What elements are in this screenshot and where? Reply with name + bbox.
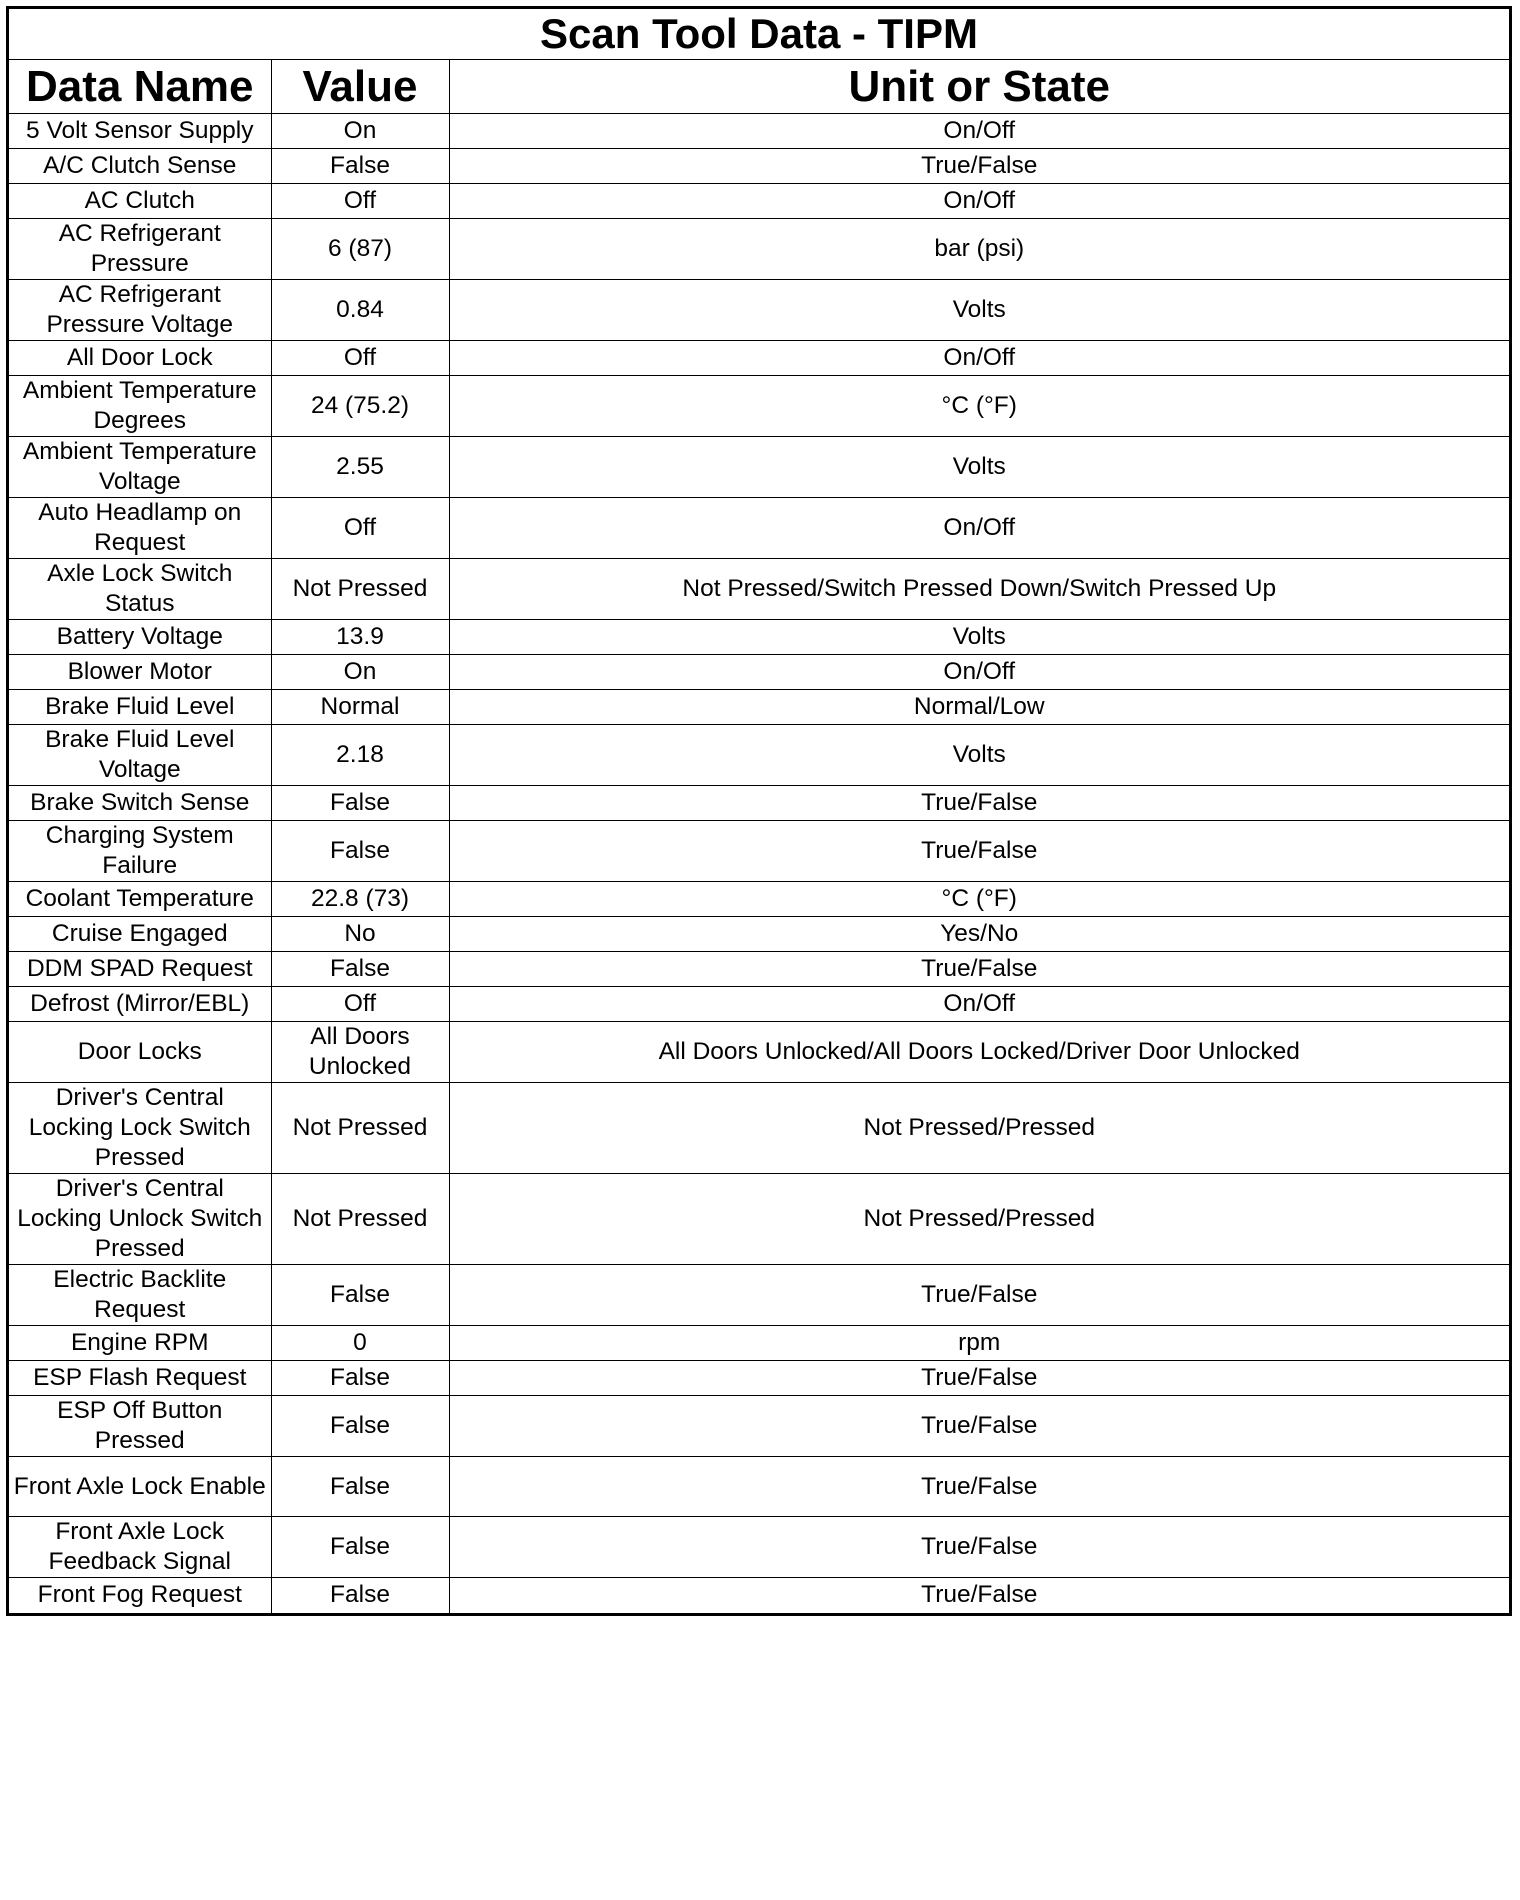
- header-row: [9, 60, 1509, 114]
- data-name-cell: Electric Backlite Request: [9, 1265, 271, 1326]
- table-row: [9, 1265, 1509, 1326]
- unit-or-state-cell: °C (°F): [449, 376, 1509, 437]
- value-cell: 2.55: [271, 437, 449, 498]
- table-row: [9, 280, 1509, 341]
- value-cell: 24 (75.2): [271, 376, 449, 437]
- header-unit-or-state: Unit or State: [449, 60, 1509, 114]
- data-name-cell: Driver's Central Locking Lock Switch Pressed: [9, 1083, 271, 1174]
- table-row: [9, 149, 1509, 184]
- table-row: [9, 219, 1509, 280]
- value-cell: False: [271, 1396, 449, 1457]
- data-name-cell: Auto Headlamp on Request: [9, 498, 271, 559]
- value-cell: False: [271, 1265, 449, 1326]
- data-name-cell: Defrost (Mirror/EBL): [9, 987, 271, 1022]
- value-cell: 0.84: [271, 280, 449, 341]
- unit-or-state-cell: True/False: [449, 1396, 1509, 1457]
- unit-or-state-cell: True/False: [449, 1361, 1509, 1396]
- data-name-cell: Brake Switch Sense: [9, 786, 271, 821]
- unit-or-state-cell: True/False: [449, 952, 1509, 987]
- data-name-cell: Engine RPM: [9, 1326, 271, 1361]
- value-cell: On: [271, 114, 449, 149]
- unit-or-state-cell: bar (psi): [449, 219, 1509, 280]
- data-name-cell: ESP Off Button Pressed: [9, 1396, 271, 1457]
- table-row: [9, 1326, 1509, 1361]
- table-row: [9, 1517, 1509, 1578]
- data-name-cell: Battery Voltage: [9, 620, 271, 655]
- data-name-cell: Driver's Central Locking Unlock Switch Pressed: [9, 1174, 271, 1265]
- data-name-cell: Charging System Failure: [9, 821, 271, 882]
- value-cell: On: [271, 655, 449, 690]
- table-row: [9, 559, 1509, 620]
- unit-or-state-cell: rpm: [449, 1326, 1509, 1361]
- data-name-cell: AC Refrigerant Pressure Voltage: [9, 280, 271, 341]
- data-name-cell: 5 Volt Sensor Supply: [9, 114, 271, 149]
- data-name-cell: ESP Flash Request: [9, 1361, 271, 1396]
- unit-or-state-cell: °C (°F): [449, 882, 1509, 917]
- unit-or-state-cell: On/Off: [449, 184, 1509, 219]
- value-cell: Normal: [271, 690, 449, 725]
- table-row: [9, 1022, 1509, 1083]
- unit-or-state-cell: On/Off: [449, 655, 1509, 690]
- value-cell: 6 (87): [271, 219, 449, 280]
- table-title: Scan Tool Data - TIPM: [9, 9, 1509, 60]
- value-cell: False: [271, 821, 449, 882]
- value-cell: False: [271, 786, 449, 821]
- data-name-cell: All Door Lock: [9, 341, 271, 376]
- data-name-cell: Cruise Engaged: [9, 917, 271, 952]
- unit-or-state-cell: True/False: [449, 821, 1509, 882]
- data-name-cell: A/C Clutch Sense: [9, 149, 271, 184]
- data-name-cell: Ambient Temperature Degrees: [9, 376, 271, 437]
- data-name-cell: Blower Motor: [9, 655, 271, 690]
- table-row: [9, 1174, 1509, 1265]
- unit-or-state-cell: On/Off: [449, 114, 1509, 149]
- table-row: [9, 952, 1509, 987]
- data-name-cell: AC Clutch: [9, 184, 271, 219]
- value-cell: 22.8 (73): [271, 882, 449, 917]
- unit-or-state-cell: On/Off: [449, 987, 1509, 1022]
- value-cell: False: [271, 149, 449, 184]
- table-row: [9, 786, 1509, 821]
- data-name-cell: Ambient Temperature Voltage: [9, 437, 271, 498]
- table-row: [9, 1361, 1509, 1396]
- value-cell: Off: [271, 184, 449, 219]
- value-cell: 2.18: [271, 725, 449, 786]
- value-cell: False: [271, 952, 449, 987]
- unit-or-state-cell: Not Pressed/Switch Pressed Down/Switch Pressed Up: [449, 559, 1509, 620]
- value-cell: Not Pressed: [271, 1174, 449, 1265]
- table-row: [9, 882, 1509, 917]
- value-cell: Not Pressed: [271, 559, 449, 620]
- table-row: [9, 620, 1509, 655]
- table-row: [9, 341, 1509, 376]
- data-name-cell: Brake Fluid Level: [9, 690, 271, 725]
- unit-or-state-cell: All Doors Unlocked/All Doors Locked/Driver Door Unlocked: [449, 1022, 1509, 1083]
- scan-tool-data-table: [6, 6, 1512, 1616]
- value-cell: False: [271, 1361, 449, 1396]
- value-cell: All Doors Unlocked: [271, 1022, 449, 1083]
- unit-or-state-cell: Volts: [449, 725, 1509, 786]
- data-name-cell: Door Locks: [9, 1022, 271, 1083]
- table-row: [9, 1396, 1509, 1457]
- unit-or-state-cell: True/False: [449, 1265, 1509, 1326]
- value-cell: 0: [271, 1326, 449, 1361]
- value-cell: False: [271, 1457, 449, 1517]
- data-name-cell: Front Axle Lock Feedback Signal: [9, 1517, 271, 1578]
- unit-or-state-cell: Not Pressed/Pressed: [449, 1083, 1509, 1174]
- table-row: [9, 655, 1509, 690]
- value-cell: Off: [271, 498, 449, 559]
- table-row: [9, 725, 1509, 786]
- value-cell: False: [271, 1578, 449, 1613]
- data-name-cell: Front Axle Lock Enable: [9, 1457, 271, 1517]
- value-cell: Not Pressed: [271, 1083, 449, 1174]
- value-cell: Off: [271, 987, 449, 1022]
- value-cell: False: [271, 1517, 449, 1578]
- data-name-cell: Front Fog Request: [9, 1578, 271, 1613]
- data-name-cell: Brake Fluid Level Voltage: [9, 725, 271, 786]
- data-name-cell: Coolant Temperature: [9, 882, 271, 917]
- data-name-cell: DDM SPAD Request: [9, 952, 271, 987]
- header-value: Value: [271, 60, 449, 114]
- unit-or-state-cell: True/False: [449, 1517, 1509, 1578]
- unit-or-state-cell: Volts: [449, 620, 1509, 655]
- unit-or-state-cell: True/False: [449, 1457, 1509, 1517]
- value-cell: 13.9: [271, 620, 449, 655]
- table-row: [9, 917, 1509, 952]
- unit-or-state-cell: True/False: [449, 786, 1509, 821]
- table-row: [9, 1083, 1509, 1174]
- unit-or-state-cell: On/Off: [449, 341, 1509, 376]
- value-cell: No: [271, 917, 449, 952]
- unit-or-state-cell: True/False: [449, 1578, 1509, 1613]
- header-data-name: Data Name: [9, 60, 271, 114]
- data-name-cell: Axle Lock Switch Status: [9, 559, 271, 620]
- table-row: [9, 821, 1509, 882]
- unit-or-state-cell: Volts: [449, 437, 1509, 498]
- unit-or-state-cell: Normal/Low: [449, 690, 1509, 725]
- unit-or-state-cell: Not Pressed/Pressed: [449, 1174, 1509, 1265]
- unit-or-state-cell: Yes/No: [449, 917, 1509, 952]
- value-cell: Off: [271, 341, 449, 376]
- table-row: [9, 437, 1509, 498]
- table-row: [9, 1457, 1509, 1517]
- table-row: [9, 184, 1509, 219]
- table-row: [9, 498, 1509, 559]
- unit-or-state-cell: True/False: [449, 149, 1509, 184]
- table-row: [9, 114, 1509, 149]
- unit-or-state-cell: On/Off: [449, 498, 1509, 559]
- unit-or-state-cell: Volts: [449, 280, 1509, 341]
- table-row: [9, 690, 1509, 725]
- table-row: [9, 1578, 1509, 1613]
- table-row: [9, 376, 1509, 437]
- table-row: [9, 987, 1509, 1022]
- data-name-cell: AC Refrigerant Pressure: [9, 219, 271, 280]
